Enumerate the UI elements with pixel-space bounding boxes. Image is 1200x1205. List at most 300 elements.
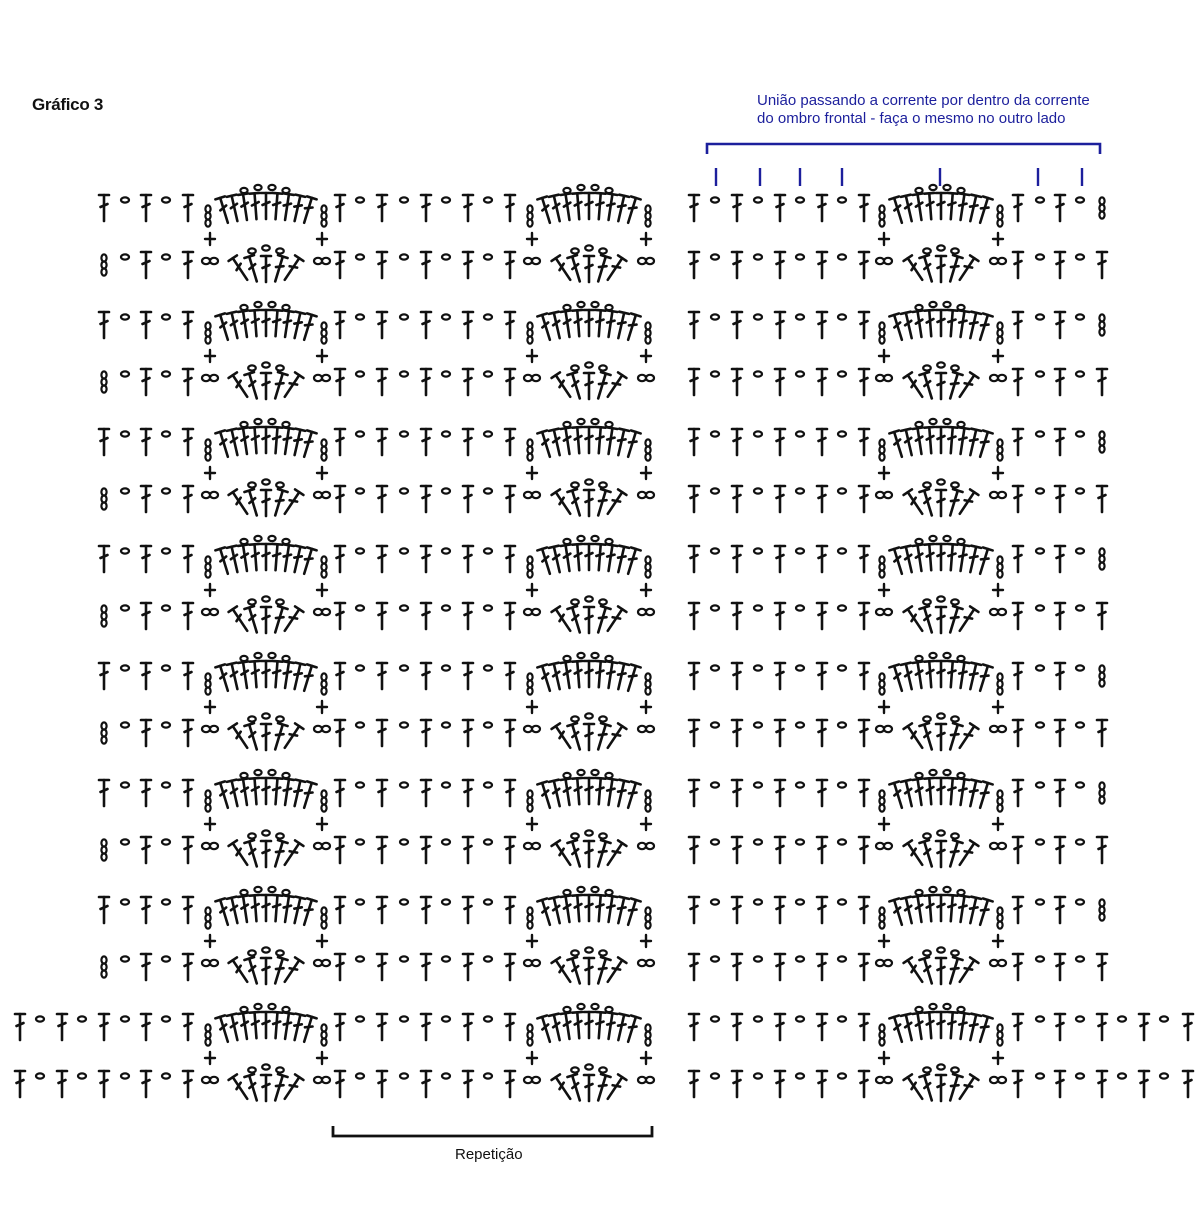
chain-symbol	[356, 197, 364, 202]
chain-symbol	[1099, 679, 1104, 686]
slip-stitch-symbol	[641, 467, 651, 479]
chain-symbol	[121, 431, 129, 436]
fan-shell-symbol	[527, 536, 651, 596]
chain-symbol	[884, 1077, 892, 1083]
chain-symbol	[585, 1064, 593, 1069]
double-crochet-symbol	[421, 1071, 431, 1097]
double-crochet-symbol	[604, 723, 627, 750]
chain-symbol	[645, 453, 650, 460]
chain-symbol	[754, 1016, 762, 1021]
double-crochet-symbol	[215, 547, 232, 575]
chain-symbol	[796, 605, 804, 610]
double-crochet-symbol	[689, 195, 699, 221]
chain-symbol	[1076, 1016, 1084, 1021]
double-chain-symbol	[202, 609, 218, 615]
double-crochet-symbol	[1055, 720, 1065, 746]
chain-symbol	[591, 302, 598, 307]
double-chain-symbol	[314, 375, 330, 381]
chain-symbol	[563, 188, 570, 193]
chain-symbol	[484, 605, 492, 610]
chain-symbol	[484, 314, 492, 319]
double-crochet-symbol	[421, 252, 431, 278]
double-crochet-symbol	[604, 1012, 618, 1039]
double-crochet-symbol	[377, 546, 387, 572]
cluster-shell-symbol	[202, 1064, 330, 1101]
chain-symbol	[997, 336, 1002, 343]
double-crochet-symbol	[613, 663, 629, 691]
chain-symbol	[638, 375, 646, 381]
chain-symbol	[248, 833, 256, 838]
slip-stitch-symbol	[641, 350, 651, 362]
double-crochet-symbol	[859, 546, 869, 572]
chain-stack-symbol	[879, 439, 884, 460]
double-crochet-symbol	[99, 1014, 109, 1040]
double-crochet-symbol	[505, 837, 515, 863]
double-crochet-symbol	[936, 256, 946, 282]
double-crochet-symbol	[859, 486, 869, 512]
chain-symbol	[796, 488, 804, 493]
chain-symbol	[1036, 254, 1044, 259]
double-crochet-symbol	[183, 1014, 193, 1040]
double-crochet-symbol	[377, 486, 387, 512]
chain-symbol	[205, 804, 210, 811]
double-crochet-symbol	[505, 897, 515, 923]
chain-symbol	[591, 185, 598, 190]
double-crochet-symbol	[817, 780, 827, 806]
chain-symbol	[254, 887, 261, 892]
double-crochet-symbol	[141, 429, 151, 455]
double-chain-symbol	[990, 258, 1006, 264]
right-row-cluster	[689, 1064, 1193, 1101]
chain-symbol	[838, 839, 846, 844]
double-crochet-symbol	[965, 897, 981, 925]
right-row-fan	[689, 770, 1105, 830]
left-row-cluster	[15, 1064, 654, 1101]
chain-stack-symbol	[205, 907, 210, 928]
chain-symbol	[1036, 722, 1044, 727]
double-crochet-symbol	[1097, 720, 1107, 746]
double-crochet-symbol	[732, 780, 742, 806]
chain-symbol	[240, 305, 247, 310]
double-crochet-symbol	[238, 544, 252, 571]
double-crochet-symbol	[859, 252, 869, 278]
chain-symbol	[268, 653, 275, 658]
slip-stitch-symbol	[879, 467, 889, 479]
chain-symbol	[915, 773, 922, 778]
right-row-cluster	[689, 362, 1107, 399]
chain-symbol	[838, 605, 846, 610]
double-crochet-symbol	[421, 195, 431, 221]
cluster-shell-symbol	[876, 947, 1006, 984]
chain-symbol	[314, 258, 322, 264]
chain-symbol	[951, 248, 959, 253]
double-crochet-symbol	[377, 720, 387, 746]
chain-symbol	[442, 665, 450, 670]
right-row-fan	[689, 1004, 1193, 1064]
double-crochet-symbol	[421, 663, 431, 689]
chain-symbol	[638, 726, 646, 732]
slip-stitch-symbol	[993, 1052, 1003, 1064]
double-crochet-symbol	[936, 373, 946, 399]
chain-symbol	[577, 1004, 584, 1009]
fan-shell-symbol	[879, 302, 1003, 362]
double-crochet-symbol	[859, 369, 869, 395]
double-crochet-symbol	[227, 429, 243, 457]
chain-symbol	[322, 1077, 330, 1083]
double-crochet-symbol	[859, 195, 869, 221]
chain-symbol	[929, 770, 936, 775]
double-crochet-symbol	[141, 837, 151, 863]
double-crochet-symbol	[604, 372, 627, 399]
chain-symbol	[1099, 211, 1104, 218]
chain-stack-symbol	[1099, 665, 1104, 686]
double-crochet-symbol	[549, 780, 565, 808]
chain-symbol	[577, 185, 584, 190]
chain-stack-symbol	[1099, 197, 1104, 218]
double-crochet-symbol	[552, 372, 575, 399]
double-crochet-symbol	[689, 837, 699, 863]
double-crochet-symbol	[463, 429, 473, 455]
chain-stack-symbol	[101, 722, 106, 743]
chain-symbol	[121, 371, 129, 376]
chain-symbol	[1099, 796, 1104, 803]
double-crochet-symbol	[604, 427, 618, 454]
double-crochet-symbol	[271, 427, 283, 454]
chain-symbol	[205, 1038, 210, 1045]
double-crochet-symbol	[594, 661, 606, 688]
double-crochet-symbol	[505, 720, 515, 746]
double-crochet-symbol	[229, 723, 252, 750]
double-crochet-symbol	[604, 193, 618, 220]
double-crochet-symbol	[817, 429, 827, 455]
double-chain-symbol	[638, 375, 654, 381]
double-crochet-symbol	[572, 661, 584, 688]
chain-symbol	[442, 548, 450, 553]
double-crochet-symbol	[859, 312, 869, 338]
chain-symbol	[990, 726, 998, 732]
double-crochet-symbol	[280, 895, 294, 922]
double-crochet-symbol	[817, 1071, 827, 1097]
chain-symbol	[915, 422, 922, 427]
double-crochet-symbol	[604, 895, 618, 922]
chain-symbol	[929, 185, 936, 190]
chain-symbol	[563, 890, 570, 895]
double-crochet-symbol	[901, 429, 917, 457]
double-crochet-symbol	[99, 195, 109, 221]
double-crochet-symbol	[561, 544, 575, 571]
double-crochet-symbol	[261, 607, 271, 633]
chain-symbol	[248, 365, 256, 370]
chain-symbol	[162, 665, 170, 670]
chain-symbol	[754, 314, 762, 319]
double-crochet-symbol	[261, 193, 271, 219]
double-crochet-symbol	[946, 193, 958, 220]
double-chain-symbol	[876, 960, 892, 966]
double-crochet-symbol	[817, 546, 827, 572]
chain-symbol	[524, 960, 532, 966]
chain-stack-symbol	[879, 556, 884, 577]
double-chain-symbol	[990, 492, 1006, 498]
chain-symbol	[532, 1077, 540, 1083]
double-crochet-symbol	[1013, 1014, 1023, 1040]
chain-stack-symbol	[645, 439, 650, 460]
left-row-fan	[15, 1004, 651, 1064]
double-crochet-symbol	[775, 312, 785, 338]
chain-symbol	[754, 956, 762, 961]
chain-symbol	[929, 419, 936, 424]
double-crochet-symbol	[463, 954, 473, 980]
double-crochet-symbol	[924, 427, 936, 454]
chain-stack-symbol	[1099, 899, 1104, 920]
double-crochet-symbol	[859, 1071, 869, 1097]
double-crochet-symbol	[377, 369, 387, 395]
chain-symbol	[400, 1073, 408, 1078]
chain-symbol	[1076, 839, 1084, 844]
double-crochet-symbol	[689, 954, 699, 980]
double-crochet-symbol	[463, 603, 473, 629]
chain-symbol	[1076, 956, 1084, 961]
double-crochet-symbol	[956, 840, 979, 867]
double-chain-symbol	[638, 492, 654, 498]
double-crochet-symbol	[505, 780, 515, 806]
double-crochet-symbol	[537, 196, 554, 224]
double-crochet-symbol	[594, 778, 606, 805]
chain-symbol	[532, 375, 540, 381]
double-crochet-symbol	[936, 661, 946, 687]
chain-symbol	[527, 219, 532, 226]
chain-symbol	[923, 716, 931, 721]
double-chain-symbol	[876, 726, 892, 732]
double-crochet-symbol	[377, 837, 387, 863]
double-crochet-symbol	[421, 312, 431, 338]
chain-symbol	[276, 365, 284, 370]
double-crochet-symbol	[904, 372, 927, 399]
double-crochet-symbol	[99, 546, 109, 572]
double-crochet-symbol	[141, 369, 151, 395]
double-crochet-symbol	[956, 1012, 970, 1039]
chain-symbol	[400, 254, 408, 259]
double-crochet-symbol	[936, 778, 946, 804]
double-crochet-symbol	[936, 895, 946, 921]
chain-symbol	[591, 770, 598, 775]
chain-symbol	[162, 605, 170, 610]
double-crochet-symbol	[15, 1014, 25, 1040]
double-crochet-symbol	[732, 312, 742, 338]
slip-stitch-symbol	[527, 467, 537, 479]
double-crochet-symbol	[505, 1014, 515, 1040]
slip-stitch-symbol	[205, 935, 215, 947]
double-crochet-symbol	[584, 310, 594, 336]
double-crochet-symbol	[1055, 780, 1065, 806]
double-crochet-symbol	[505, 195, 515, 221]
double-crochet-symbol	[463, 195, 473, 221]
chain-symbol	[356, 956, 364, 961]
chain-symbol	[937, 947, 945, 952]
chain-symbol	[314, 960, 322, 966]
chain-symbol	[121, 254, 129, 259]
slip-stitch-symbol	[641, 584, 651, 596]
double-chain-symbol	[876, 1077, 892, 1083]
chain-symbol	[879, 219, 884, 226]
double-crochet-symbol	[572, 427, 584, 454]
double-crochet-symbol	[594, 544, 606, 571]
double-crochet-symbol	[584, 661, 594, 687]
double-crochet-symbol	[261, 373, 271, 399]
chain-stack-symbol	[645, 790, 650, 811]
double-crochet-symbol	[901, 780, 917, 808]
chain-symbol	[754, 431, 762, 436]
double-crochet-symbol	[584, 490, 594, 516]
chain-symbol	[268, 887, 275, 892]
double-crochet-symbol	[732, 1071, 742, 1097]
slip-stitch-symbol	[879, 701, 889, 713]
chain-symbol	[646, 609, 654, 615]
chain-symbol	[876, 492, 884, 498]
chain-symbol	[577, 536, 584, 541]
double-crochet-symbol	[290, 663, 306, 691]
chain-stack-symbol	[321, 673, 326, 694]
double-crochet-symbol	[141, 252, 151, 278]
double-crochet-symbol	[215, 196, 232, 224]
chain-symbol	[262, 245, 270, 250]
chain-stack-symbol	[879, 322, 884, 343]
left-row-cluster	[101, 713, 654, 750]
slip-stitch-symbol	[527, 233, 537, 245]
chain-symbol	[484, 431, 492, 436]
double-crochet-symbol	[594, 427, 606, 454]
double-crochet-symbol	[594, 193, 606, 220]
double-crochet-symbol	[604, 489, 627, 516]
chain-symbol	[202, 375, 210, 381]
double-crochet-symbol	[1055, 1071, 1065, 1097]
double-crochet-symbol	[552, 606, 575, 633]
double-chain-symbol	[524, 492, 540, 498]
double-crochet-symbol	[505, 429, 515, 455]
chain-symbol	[248, 248, 256, 253]
chain-symbol	[276, 1067, 284, 1072]
double-crochet-symbol	[584, 841, 594, 867]
double-crochet-symbol	[936, 958, 946, 984]
chain-symbol	[210, 258, 218, 264]
chain-symbol	[276, 482, 284, 487]
chain-symbol	[605, 422, 612, 427]
chain-symbol	[929, 887, 936, 892]
chain-symbol	[1036, 431, 1044, 436]
double-crochet-symbol	[463, 1071, 473, 1097]
double-crochet-symbol	[537, 313, 554, 341]
chain-symbol	[599, 833, 607, 838]
double-crochet-symbol	[561, 661, 575, 688]
chain-symbol	[638, 609, 646, 615]
chain-symbol	[400, 371, 408, 376]
double-crochet-symbol	[463, 837, 473, 863]
chain-symbol	[998, 843, 1006, 849]
fan-shell-symbol	[527, 887, 651, 947]
chain-symbol	[957, 1007, 964, 1012]
left-row-fan	[99, 770, 651, 830]
double-crochet-symbol	[99, 780, 109, 806]
chain-symbol	[282, 188, 289, 193]
chain-symbol	[599, 716, 607, 721]
double-crochet-symbol	[584, 958, 594, 984]
double-crochet-symbol	[549, 195, 565, 223]
slip-stitch-symbol	[317, 935, 327, 947]
slip-stitch-symbol	[879, 584, 889, 596]
double-chain-symbol	[638, 960, 654, 966]
double-crochet-symbol	[238, 661, 252, 688]
chain-stack-symbol	[205, 790, 210, 811]
chain-symbol	[879, 336, 884, 343]
chain-symbol	[400, 665, 408, 670]
chain-symbol	[442, 722, 450, 727]
double-crochet-symbol	[817, 897, 827, 923]
chain-symbol	[78, 1073, 86, 1078]
chain-symbol	[754, 197, 762, 202]
double-crochet-symbol	[572, 193, 584, 220]
chain-symbol	[876, 258, 884, 264]
double-crochet-symbol	[463, 663, 473, 689]
double-crochet-symbol	[572, 310, 584, 337]
fan-shell-symbol	[879, 653, 1003, 713]
chain-symbol	[997, 219, 1002, 226]
double-crochet-symbol	[775, 954, 785, 980]
chain-symbol	[1076, 197, 1084, 202]
double-crochet-symbol	[552, 1074, 575, 1101]
double-crochet-symbol	[859, 954, 869, 980]
double-crochet-symbol	[271, 193, 283, 220]
double-crochet-symbol	[775, 486, 785, 512]
double-crochet-symbol	[1013, 369, 1023, 395]
double-crochet-symbol	[1013, 195, 1023, 221]
right-row-fan	[689, 419, 1105, 479]
double-crochet-symbol	[732, 486, 742, 512]
double-crochet-symbol	[584, 373, 594, 399]
chain-symbol	[248, 1067, 256, 1072]
chain-symbol	[599, 482, 607, 487]
chain-symbol	[937, 596, 945, 601]
chain-symbol	[532, 492, 540, 498]
double-crochet-symbol	[732, 837, 742, 863]
double-crochet-symbol	[732, 663, 742, 689]
chain-symbol	[527, 453, 532, 460]
chain-symbol	[162, 314, 170, 319]
chain-symbol	[524, 258, 532, 264]
double-crochet-symbol	[215, 781, 232, 809]
chain-stack-symbol	[321, 1024, 326, 1045]
chain-symbol	[998, 726, 1006, 732]
left-row-fan	[99, 185, 651, 245]
chain-symbol	[532, 843, 540, 849]
chain-symbol	[527, 1038, 532, 1045]
chain-symbol	[356, 839, 364, 844]
chain-symbol	[591, 1004, 598, 1009]
chain-stack-symbol	[527, 790, 532, 811]
double-crochet-symbol	[229, 489, 252, 516]
double-chain-symbol	[876, 258, 892, 264]
double-crochet-symbol	[975, 313, 992, 341]
double-crochet-symbol	[261, 841, 271, 867]
double-crochet-symbol	[261, 256, 271, 282]
chain-symbol	[915, 1007, 922, 1012]
chain-symbol	[646, 375, 654, 381]
double-crochet-symbol	[924, 661, 936, 688]
chain-symbol	[210, 609, 218, 615]
double-crochet-symbol	[183, 369, 193, 395]
chain-symbol	[646, 726, 654, 732]
double-crochet-symbol	[775, 837, 785, 863]
chain-symbol	[998, 375, 1006, 381]
chain-symbol	[957, 890, 964, 895]
